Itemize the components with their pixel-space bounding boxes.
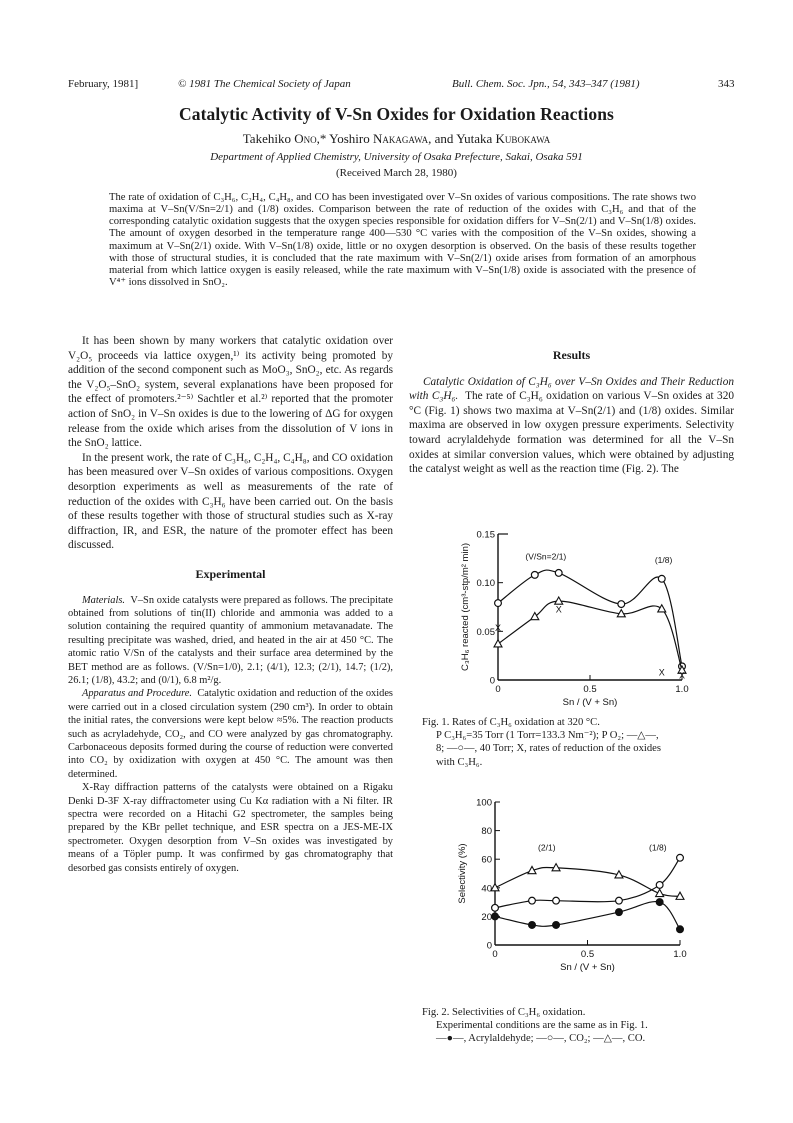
data-point-cross: X <box>678 670 686 681</box>
x-axis-label: Sn / (V + Sn) <box>562 697 618 708</box>
data-point-circle <box>618 601 625 608</box>
series-line <box>498 570 682 666</box>
materials-text: V–Sn oxide catalysts were prepared as follows. The precipitate obtained from solutions of tin(II) chloride and ammonia was added to a solution containing the required quantity of ammonium metavanadate. The resulting precipitate was washed, dried, and heated in the air at 450 °C. The atomic ratio V/Sn of the catalysts and their surface area determined by the BET method are as follows. (V/Sn=1/0), 2.1; (4/1), 12.3; (2/1), 14.7; (1/2), 26.1; (1/8), 43.2; and (0/1), 6.8 m²/g. <box>68 594 393 686</box>
figure-2-chart <box>450 790 700 995</box>
paper-title: Catalytic Activity of V-Sn Oxides for Oxidation Reactions <box>179 104 614 124</box>
data-point-filled-circle <box>656 899 663 906</box>
x-axis-label: Sn / (V + Sn) <box>560 962 615 973</box>
data-point-cross: X <box>494 622 502 633</box>
data-point-circle <box>529 897 536 904</box>
data-point-cross: X <box>555 604 562 615</box>
apparatus-paragraph <box>68 687 393 781</box>
figure-2-caption-line-1: Fig. 2. Selectivities of C₃H₆ oxidation. <box>422 1007 586 1018</box>
materials-label: Materials. <box>82 594 126 606</box>
y-tick-label: 20 <box>481 911 492 923</box>
results-heading: Results <box>552 348 591 362</box>
annotation-label: (1/8) <box>654 555 673 566</box>
figure-2-series <box>491 854 684 932</box>
header-page-number: 343 <box>718 78 735 90</box>
author-list <box>0 131 793 147</box>
data-point-circle <box>616 897 623 904</box>
header-journal: Bull. Chem. Soc. Jpn., 54, 343–347 (1981) <box>452 78 640 90</box>
data-point-circle <box>492 904 499 911</box>
affiliation: Department of Applied Chemistry, University of Osaka Prefecture, Sakai, Osaka 591 <box>210 151 583 163</box>
abstract: The rate of oxidation of C₃H₆, C₂H₄, C₄H₈, and CO has been investigated over V–Sn oxides of various compositions. The rate shows two maxima at V–Sn(V/Sn=2/1) and (1/8) oxides. Comparison between the rate of reduction of the oxides with C₃H₆ and that of the corresponding catalytic oxidation suggests that the oxygen species responsible for oxidation differs for V–Sn(2/1) and V–Sn(1/8) oxides. The amount of oxygen desorbed in the temperature range 400—530 °C varies with the composition of the V–Sn oxides, showing a maximum at V–Sn(2/1) oxide. With V–Sn(1/8) oxide, little or no oxygen desorption is observed. On the basis of these results together with those of structural studies, it is concluded that the rate maximum with V–Sn(2/1) oxide arises from formation of an amorphous material from which lattice oxygen is easily released, while the rate maximum with V–Sn(1/8) oxide is associated with the presence of V⁴⁺ ions dissolved in SnO₂. <box>109 192 696 289</box>
y-tick-label: 0.05 <box>476 626 495 638</box>
figure-1-caption-line-2: P C₃H₆=35 Torr (1 Torr=133.3 Nm⁻²); P O₂; —△—, <box>436 730 659 742</box>
y-tick-label: 0 <box>486 940 492 952</box>
figure-1-chart <box>450 520 700 715</box>
figure-2-labels <box>457 798 687 974</box>
author-conjunction: , and <box>428 131 457 146</box>
author-3-first: Yutaka <box>456 131 496 146</box>
x-tick-label: 0.5 <box>583 684 597 695</box>
data-point-circle <box>555 570 562 577</box>
x-tick-label: 0 <box>492 949 498 960</box>
figure-1-labels <box>460 530 689 709</box>
data-point-triangle <box>658 605 666 612</box>
experimental-heading: Experimental <box>195 566 266 581</box>
author-2-first: Yoshiro <box>329 131 373 146</box>
data-point-circle <box>553 897 560 904</box>
data-point-triangle <box>494 640 502 647</box>
author-1-mark: ,* <box>316 131 330 146</box>
y-tick-label: 0.15 <box>476 529 495 541</box>
data-point-cross: X <box>658 667 665 678</box>
data-point-filled-circle <box>529 922 536 929</box>
right-column <box>409 348 734 477</box>
author-2-last: Nakagawa <box>372 131 429 146</box>
y-tick-label: 60 <box>481 854 492 866</box>
data-point-filled-circle <box>677 926 684 933</box>
figure-2-caption-line-2: Experimental conditions are the same as in Fig. 1. <box>436 1020 648 1032</box>
x-tick-label: 1.0 <box>675 684 689 695</box>
header-date: February, 1981] <box>68 78 139 90</box>
received-date: (Received March 28, 1980) <box>336 167 457 179</box>
data-point-filled-circle <box>492 913 499 920</box>
data-point-circle <box>658 575 665 582</box>
y-tick-label: 100 <box>476 797 492 809</box>
figure-1-series <box>494 570 686 681</box>
author-1-last: Ono <box>294 131 317 146</box>
header-copyright: © 1981 The Chemical Society of Japan <box>178 78 351 90</box>
figure-2-caption <box>422 1006 742 1046</box>
figure-2-caption-line-3: —●—, Acrylaldehyde; —○—, CO₂; —△—, CO. <box>436 1033 646 1045</box>
y-tick-label: 80 <box>481 826 492 838</box>
x-tick-label: 1.0 <box>673 949 687 960</box>
data-point-circle <box>677 854 684 861</box>
y-tick-label: 0.10 <box>476 578 495 590</box>
data-point-triangle <box>531 613 539 620</box>
series-line <box>495 902 680 930</box>
annotation-label: (2/1) <box>538 842 556 853</box>
data-point-circle <box>531 571 538 578</box>
results-paragraph <box>409 375 734 477</box>
annotation-label: (V/Sn=2/1) <box>525 551 567 562</box>
y-tick-label: 40 <box>481 883 492 895</box>
data-point-triangle <box>491 884 499 891</box>
series-line <box>495 867 680 896</box>
apparatus-label: Apparatus and Procedure. <box>82 688 192 700</box>
data-point-circle <box>495 600 502 607</box>
results-text: The rate of C₃H₆ oxidation on various V–Sn oxides at 320 °C (Fig. 1) shows two maxima at V–Sn(2/1) and (1/8) oxides. Similar maxima are observed in low oxygen pressure experiments. Selectivity toward acrylaldehyde formation was determined for all the V–Sn oxides at similar conversion values, which were obtained by adjusting the catalyst weight as well as the reaction time (Fig. 2). The <box>409 390 734 476</box>
y-axis-label: Selectivity (%) <box>457 843 468 904</box>
author-3-last: Kubokawa <box>495 131 551 146</box>
data-point-filled-circle <box>553 922 560 929</box>
y-tick-label: 0 <box>489 675 495 687</box>
annotation-label: (1/8) <box>649 842 667 853</box>
xray-paragraph: X-Ray diffraction patterns of the catalysts were obtained on a Rigaku Denki D-3F X-ray diffractometer using Cu Kα radiation with a Ni filter. IR spectra were recorded on a Hitachi G2 spectrometer, the samples being prepared by the KBr pellet technique, and ESR spectra on a JES-ME-IX spectrometer. Oxygen desorption from V–Sn oxides was investigated by means of a Töpler pump. It was confirmed by gas chromatography that desorbed gas consists entirely of oxygen. <box>68 782 393 874</box>
x-tick-label: 0 <box>495 684 501 695</box>
y-axis-label: C₃H₆ reacted (cm³-stp/m² min) <box>460 542 471 672</box>
figure-1-caption <box>422 716 742 769</box>
intro-paragraph-1: It has been shown by many workers that catalytic oxidation over V₂O₅ proceeds via lattice oxygen,¹⁾ its activity being promoted by addition of the second component such as MoO₃, SnO₂, etc. As regards the V₂O₅–SnO₂ system, several explanations have been proposed for the effect of promoters.²⁻⁵⁾ Sachtler et al.²⁾ reported that the promoter action of SnO₂ in V–Sn oxides is due to the lowering of ΔG for oxygen release from the oxide which arises from the dissolution of V ions in the SnO₂ lattice. <box>68 335 393 450</box>
left-column <box>68 334 393 875</box>
materials-paragraph <box>68 594 393 688</box>
data-point-triangle <box>555 597 563 604</box>
figure-1-caption-line-1: Fig. 1. Rates of C₃H₆ oxidation at 320 °C. <box>422 717 600 728</box>
series-line <box>495 858 680 908</box>
series-line <box>498 601 682 670</box>
data-point-circle <box>656 882 663 889</box>
x-tick-label: 0.5 <box>580 949 595 960</box>
data-point-filled-circle <box>616 909 623 916</box>
apparatus-text: Catalytic oxidation and reduction of the oxides were carried out in a closed circulation system (290 cm³). In order to obtain the initial rates, the conversions were kept below ≈5%. The reaction products such as acryladehyde, CO₂, and CO were analyzed by gas chromatography. Carbonaceous deposits formed during the course of reduction were converted into CO₂ by oxidization with oxygen at 450 °C. The amount was then determined. <box>68 688 393 780</box>
figure-1-caption-line-3: 8; —○—, 40 Torr; X, rates of reduction of the oxides <box>436 743 661 755</box>
intro-paragraph-2: In the present work, the rate of C₃H₆, C₂H₄, C₄H₈, and CO oxidation has been measured over V–Sn oxides of various compositions. Oxygen desorption experiments as well as measurements of the rate of reduction of the oxides with C₃H₆ have been carried out. On the basis of these results together with those of structural studies such as X-ray diffraction, IR, and ESR, the nature of the promoter effect has been discussed. <box>68 451 393 552</box>
author-1-first: Takehiko <box>242 131 295 146</box>
figure-1-caption-line-4: with C₃H₆. <box>436 756 483 768</box>
results-sublabel: Catalytic Oxidation of C₃H₆ over V–Sn Oxides and Their Reduction with C₃H₆. <box>409 375 734 403</box>
